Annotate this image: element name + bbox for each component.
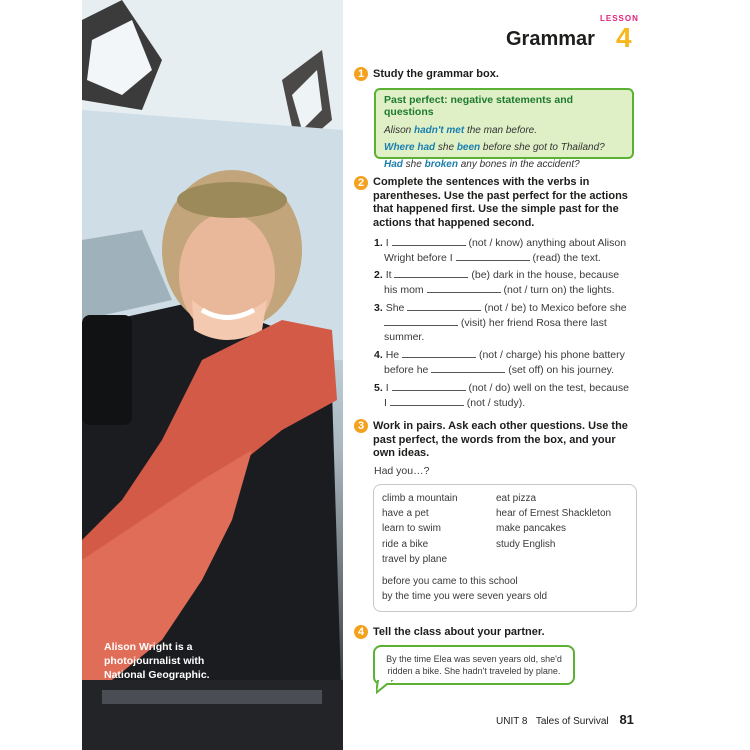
word-box-item: hear of Ernest Shackleton xyxy=(496,508,612,519)
word-box-item: make pancakes xyxy=(496,523,567,534)
word-box-item: study English xyxy=(496,539,556,550)
answer-blank[interactable] xyxy=(402,348,476,358)
answer-blank[interactable] xyxy=(390,396,464,406)
grammar-example-2: Where had she been before she got to Thailand? xyxy=(384,142,605,153)
page-title xyxy=(506,28,595,51)
grammar-box xyxy=(374,88,634,170)
answer-blank[interactable] xyxy=(456,251,530,261)
exercise-4-number: 4 xyxy=(354,625,368,639)
exercise-1-number: 1 xyxy=(354,67,368,81)
exercise-2-item-2: 2. It (be) dark in the house, because his mom (not / turn on) the lights. xyxy=(374,269,620,296)
answer-blank[interactable] xyxy=(392,236,466,246)
footer-unit: UNIT 8 xyxy=(496,716,528,727)
footer-unit-title: Tales of Survival xyxy=(535,716,609,727)
photo-illustration xyxy=(82,0,343,750)
lesson-word: LESSON xyxy=(600,14,639,23)
exercise-2-item-3: 3. She (not / be) to Mexico before she (visit) her friend Rosa there last summer. xyxy=(374,302,627,343)
exercise-2-item-1: 1. I (not / know) anything about Alison Wright before I (read) the text. xyxy=(374,237,627,264)
grammar-example-1: Alison hadn't met the man before. xyxy=(384,125,537,136)
page-footer xyxy=(496,712,634,727)
grammar-title: Grammar xyxy=(506,28,595,50)
photo-caption: Alison Wright is a photojournalist with National Geographic. xyxy=(104,641,210,681)
word-box-item: climb a mountain xyxy=(382,493,458,504)
photo-alison-wright xyxy=(82,0,343,750)
answer-blank[interactable] xyxy=(384,316,458,326)
exercise-3-prompt: Had you…? xyxy=(374,465,430,477)
word-box-item: ride a bike xyxy=(382,539,429,550)
word-box-item: by the time you were seven years old xyxy=(382,591,548,602)
lesson-badge xyxy=(600,14,650,58)
exercise-1-instruction: Study the grammar box. xyxy=(373,68,499,80)
answer-blank[interactable] xyxy=(394,268,468,278)
grammar-example-3: Had she broken any bones in the accident? xyxy=(384,159,580,170)
word-box-item: travel by plane xyxy=(382,554,448,565)
answer-blank[interactable] xyxy=(431,363,505,373)
word-box-item: learn to swim xyxy=(382,523,441,534)
grammar-box-title: Past perfect: negative statements and questions xyxy=(384,94,574,118)
word-box-item: have a pet xyxy=(382,508,429,519)
answer-blank[interactable] xyxy=(407,301,481,311)
answer-blank[interactable] xyxy=(392,381,466,391)
exercise-2-item-5: 5. I (not / do) well on the test, because I (not / study). xyxy=(374,382,629,409)
speech-bubble-tail-icon xyxy=(376,680,396,694)
speech-bubble: By the time Elea was seven years old, she'd ridden a bike. She hadn't traveled by plane. xyxy=(373,645,575,685)
exercise-3-number: 3 xyxy=(354,419,368,433)
exercise-2-instruction: Complete the sentences with the verbs in parentheses. Use the past perfect for the actions that happened first. Use the simple past for the actions that happened second. xyxy=(373,176,628,229)
exercise-4-instruction: Tell the class about your partner. xyxy=(373,626,545,638)
word-box-item: before you came to this school xyxy=(382,576,518,587)
page-number: 81 xyxy=(619,712,634,727)
lesson-number: 4 xyxy=(616,22,632,53)
exercise-3-instruction: Work in pairs. Ask each other questions. Use the past perfect, the words from the box, and your own ideas. xyxy=(373,420,628,459)
word-box-item: eat pizza xyxy=(496,493,537,504)
exercise-2-item-4: 4. He (not / charge) his phone battery before he (set off) on his journey. xyxy=(374,349,625,376)
answer-blank[interactable] xyxy=(427,283,501,293)
word-box xyxy=(373,484,637,612)
exercise-2-number: 2 xyxy=(354,176,368,190)
